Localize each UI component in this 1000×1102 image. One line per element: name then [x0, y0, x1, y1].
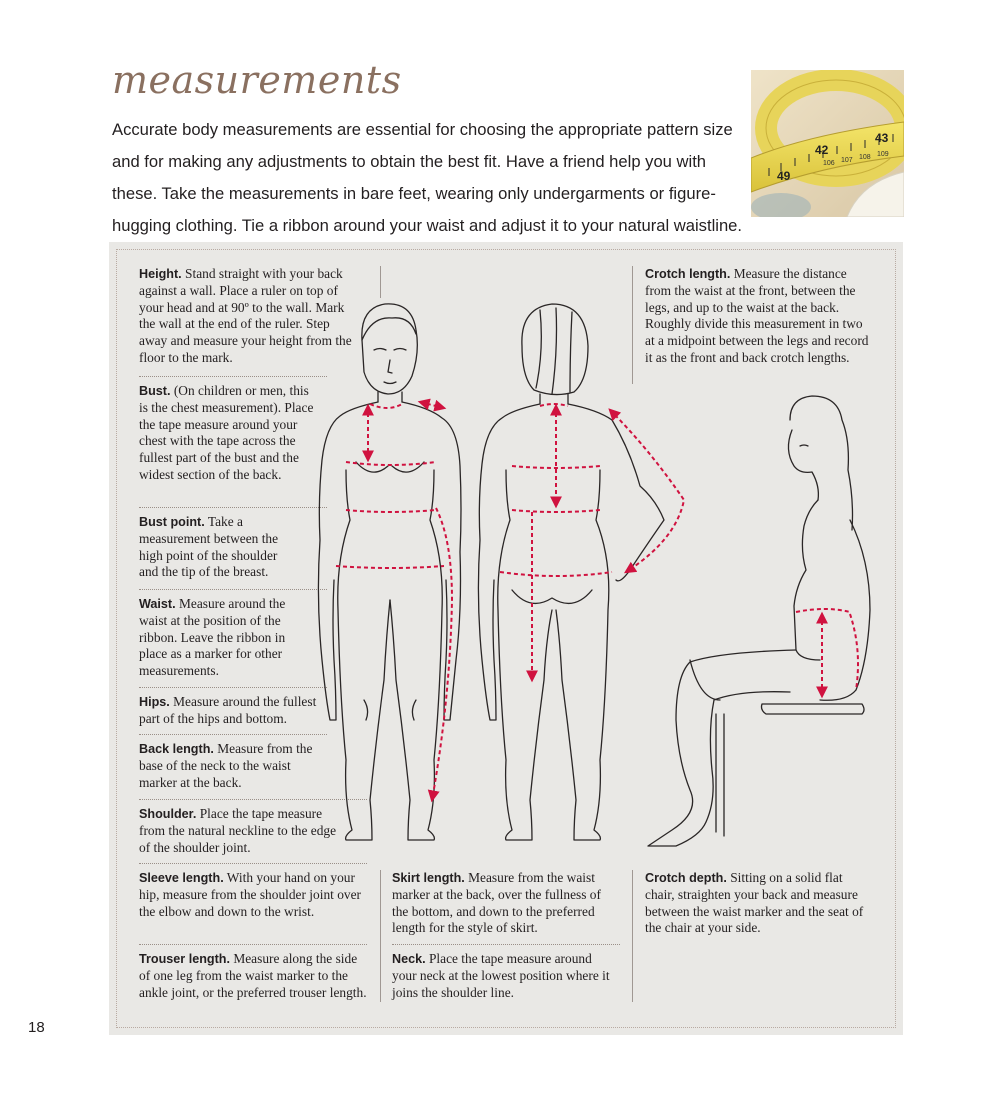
measurement-sleeve-length: Sleeve length. With your hand on your hip, measure from the shoulder joint over the elbow and down to the wrist. [139, 870, 362, 919]
page-number: 18 [28, 1019, 45, 1036]
measurement-skirt-length: Skirt length. Measure from the waist marker at the back, over the fullness of the bottom, and down to the preferred length for the style of skirt. [392, 870, 601, 936]
tape-number: 42 [815, 143, 829, 157]
measurement-neck: Neck. Place the tape measure around your neck at the lowest position where it joins the shoulder line. [392, 951, 610, 1000]
intro-text: Accurate body measurements are essential for choosing the appropriate pattern size and for making any adjustments to obtain the best fit. Have a friend help you with these. Take the measurements in bare feet, wearing only undergarments or figure-hugging clothing. Tie a ribbon around your waist and adjust it to your natural waistline. [112, 120, 743, 235]
tape-number: 107 [841, 157, 853, 164]
measurement-hips: Hips. Measure around the fullest part of the hips and bottom. [139, 694, 317, 726]
measurement-crotch-depth: Crotch depth. Sitting on a solid flat chair, straighten your back and measure between the waist marker and the seat of the chair at your side. [645, 870, 864, 936]
tape-number: 43 [875, 131, 889, 145]
measurement-back-length: Back length. Measure from the base of the neck to the waist marker at the back. [139, 741, 313, 790]
tape-number: 49 [777, 169, 791, 183]
measurement-bust: Bust. (On children or men, this is the chest measurement). Place the tape measure around your chest with the tape across the fullest part of the bust and the widest section of the back. [139, 383, 314, 482]
measurement-trouser-length: Trouser length. Measure along the side of one leg from the waist marker to the ankle joint, or the preferred trouser length. [139, 951, 367, 1000]
measurement-waist: Waist. Measure around the waist at the position of the ribbon. Leave the ribbon in place as a marker for other measurements. [139, 596, 286, 679]
tape-number: 108 [859, 154, 871, 161]
measurement-bust-point: Bust point. Take a measurement between the high point of the shoulder and the tip of the breast. [139, 514, 279, 580]
back-figure [478, 304, 664, 840]
seated-figure [648, 396, 870, 846]
measurement-height: Height. Stand straight with your back against a wall. Place a ruler on top of your head and at 90º to the wall. Mark the wall at the end of the ruler. Step away and measure your height from the floor to the mark. [139, 266, 352, 365]
tape-number: 109 [877, 151, 889, 158]
tape-number: 106 [823, 160, 835, 167]
page-title: measurements [112, 58, 402, 102]
measurement-crotch-length: Crotch length. Measure the distance from the waist at the front, between the legs, and up to the waist at the back. Roughly divide this measurement in two at a midpoint between the legs and record it as the front and back crotch lengths. [645, 266, 869, 365]
measurement-shoulder: Shoulder. Place the tape measure from the natural neckline to the edge of the shoulder joint. [139, 806, 337, 855]
measurement-lines [336, 402, 858, 800]
